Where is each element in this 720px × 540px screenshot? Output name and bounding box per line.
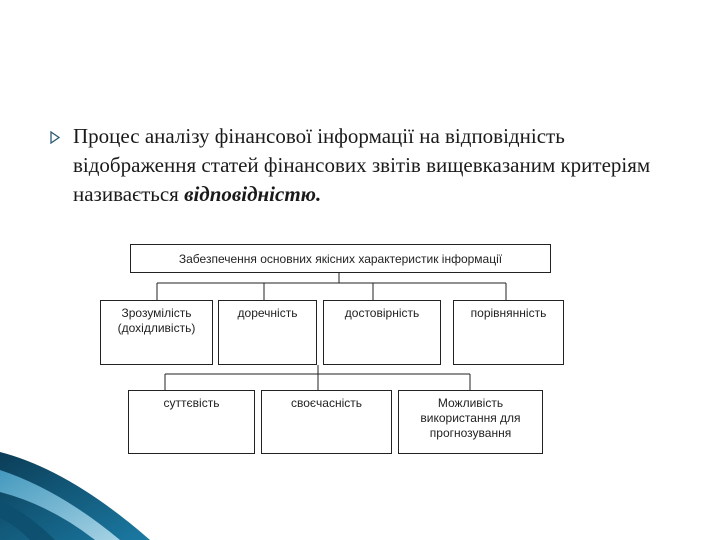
diagram-label-prognozuvannya: Можливість використання для прогнозування	[420, 396, 521, 440]
diagram-box-dorechnist	[218, 300, 317, 365]
bullet-text-main: Процес аналізу фінансової інформації на відповідність відображення статей фінансових звітів вищевказаним критеріям називається	[73, 124, 651, 206]
diagram-label-suttievist: суттєвість	[163, 396, 220, 410]
diagram-label-dostovirnist: достовірність	[344, 306, 420, 320]
diagram-label-zrozumilist: Зрозумілість (дохідливість)	[117, 306, 196, 335]
diagram-box-suttievist	[128, 390, 255, 454]
diagram-root-box	[130, 244, 551, 273]
diagram-box-prognozuvannya	[398, 390, 543, 454]
diagram-box-zrozumilist	[100, 300, 213, 365]
diagram-box-dostovirnist	[323, 300, 441, 365]
diagram-box-svoiechasnist	[261, 390, 392, 454]
diagram-label-svoiechasnist: своєчасність	[290, 396, 362, 410]
diagram-label-porivnyannist: порівнянність	[470, 306, 547, 320]
diagram-box-porivnyannist	[453, 300, 564, 365]
diagram-label-dorechnist: доречність	[237, 306, 298, 320]
bullet-text-emphasis: відповідністю.	[184, 182, 322, 206]
diagram-root-label: Забезпечення основних якісних характеристик інформації	[178, 252, 503, 266]
